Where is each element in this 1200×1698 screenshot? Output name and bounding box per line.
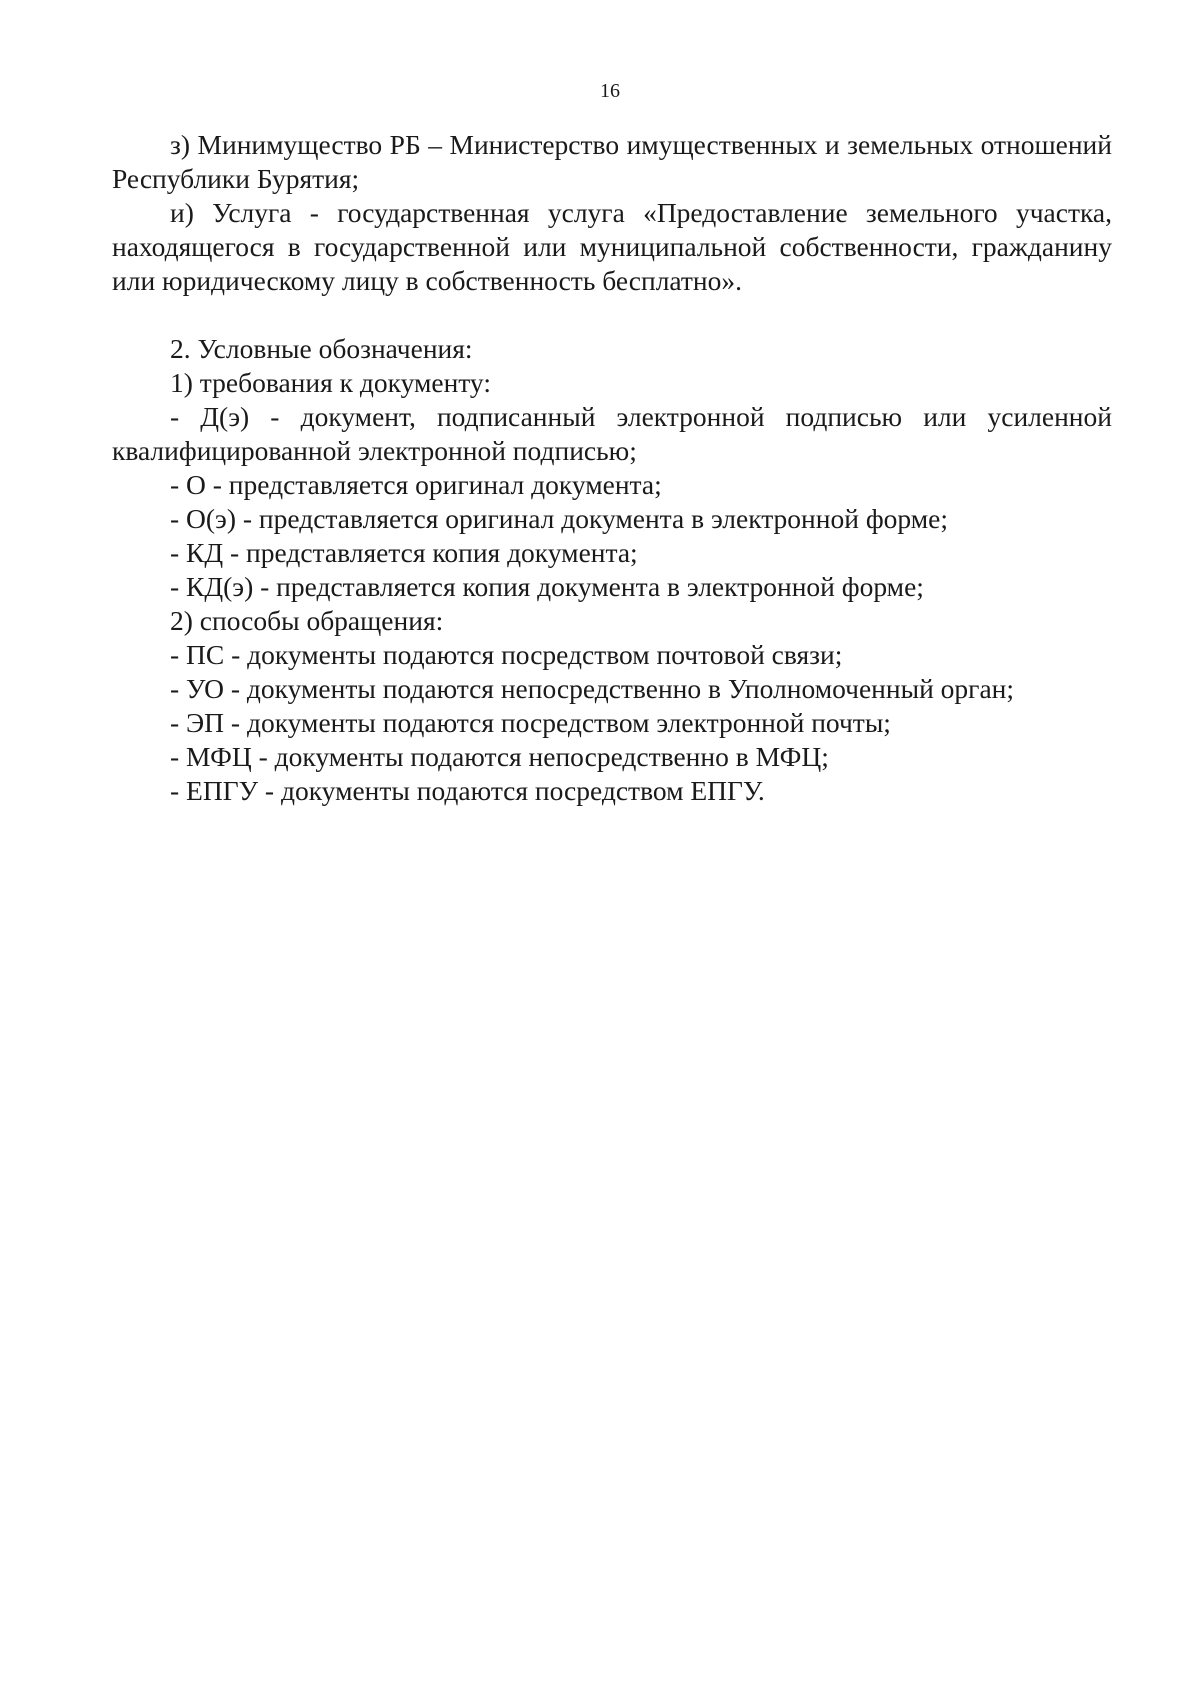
method-item: - МФЦ - документы подаются непосредственно в МФЦ; — [170, 741, 829, 772]
requirement-item: - КД - представляется копия документа; — [170, 537, 638, 568]
requirement-item: - О(э) - представляется оригинал документа в электронной форме; — [170, 503, 948, 534]
requirement-item: - О - представляется оригинал документа; — [170, 469, 662, 500]
method-item: - УО - документы подаются непосредственно в Уполномоченный орган; — [170, 673, 1015, 704]
requirement-item: - Д(э) - документ, подписанный электронной подписью или усиленной квалифицированной электронной подписью; — [112, 401, 1112, 466]
requirements-heading: 1) требования к документу: — [170, 367, 491, 398]
page-number: 16 — [600, 80, 620, 102]
method-item: - ПС - документы подаются посредством почтовой связи; — [170, 639, 843, 670]
requirement-item: - КД(э) - представляется копия документа в электронной форме; — [170, 571, 924, 602]
definition-i: и) Услуга - государственная услуга «Предоставление земельного участка, находящегося в государственной или муниципальной собственности, гражданину или юридическому лицу в собственность бесплатно». — [112, 197, 1112, 296]
method-item: - ЭП - документы подаются посредством электронной почты; — [170, 707, 891, 738]
method-item: - ЕПГУ - документы подаются посредством ЕПГУ. — [170, 775, 765, 806]
methods-heading: 2) способы обращения: — [170, 605, 444, 636]
section-title: 2. Условные обозначения: — [170, 333, 473, 364]
document-body — [112, 128, 1112, 808]
definition-z: з) Минимущество РБ – Министерство имущественных и земельных отношений Республики Бурятия; — [112, 129, 1112, 194]
